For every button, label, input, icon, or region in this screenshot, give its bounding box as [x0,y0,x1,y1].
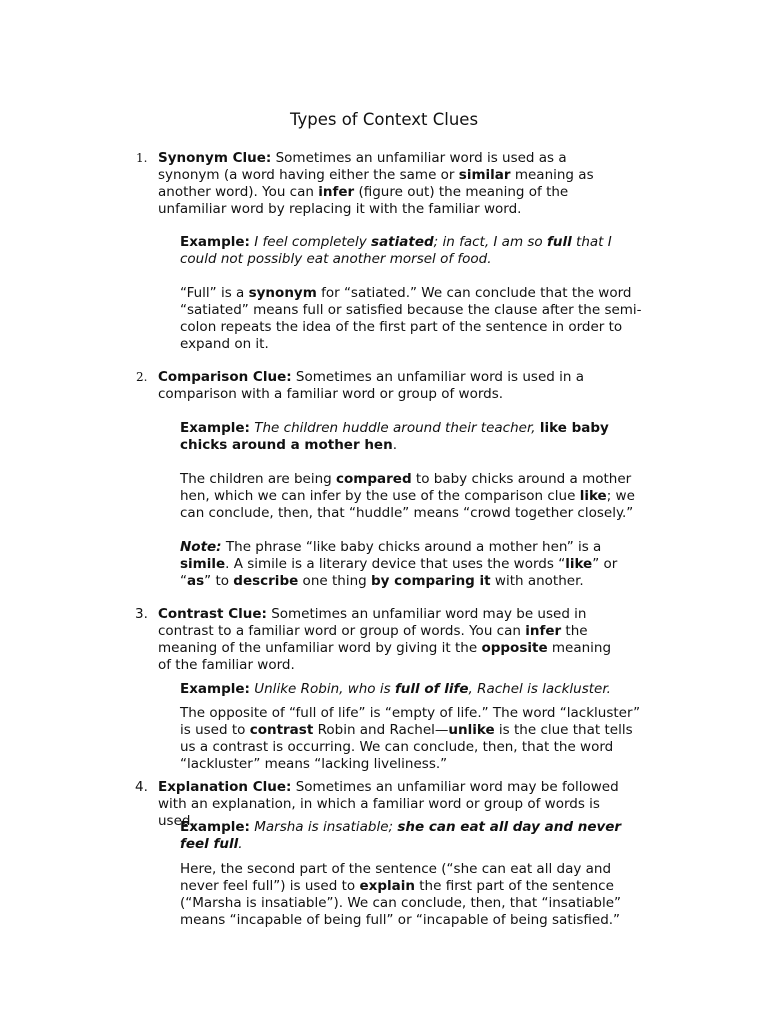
section-intro: Synonym Clue: Sometimes an unfamiliar word is used as a synonym (a word having either the same or similar meaning as another word). You can infer (figure out) the meaning of the unfamiliar word by replacing it with the familiar word. [158,150,594,217]
section-intro: Comparison Clue: Sometimes an unfamiliar word is used in a comparison with a familiar word or group of words. [158,369,584,402]
example-paragraph: Example: The children huddle around their teacher, like baby chicks around a mother hen. [180,420,609,453]
section-number: 3. [135,606,148,622]
example-label: Example: [180,420,250,436]
example-label: Example: [180,819,250,835]
explanation-paragraph: The children are being compared to baby chicks around a mother hen, which we can infer by the use of the comparison clue like; we can conclude, then, that “huddle” means “crowd together closely.” [180,471,635,521]
section-number: 1. [136,151,148,165]
section-intro: Contrast Clue: Sometimes an unfamiliar word may be used in contrast to a familiar word or group of words. You can infer the meaning of the unfamiliar word by giving it the opposite meaning of the familiar word. [158,606,612,673]
example-paragraph: Example: I feel completely satiated; in fact, I am so full that I could not possibly eat another morsel of food. [180,234,612,267]
explanation-paragraph: Here, the second part of the sentence (“she can eat all day and never feel full”) is used to explain the first part of the sentence (“Marsha is insatiable”). We can conclude, then, that “insatiable” means “incapable of being full” or “incapable of being satisfied.” [180,861,622,928]
section-number: 2. [136,370,148,384]
note-paragraph: Note: The phrase “like baby chicks around a mother hen” is a simile. A simile is a literary device that uses the words “like” or “as” to describe one thing by comparing it with another. [180,539,618,589]
example-label: Example: [180,234,250,250]
note-label: Note: [180,539,222,555]
section-heading: Explanation Clue: [158,779,292,795]
section-heading: Contrast Clue: [158,606,267,622]
page-title: Types of Context Clues [289,110,479,129]
section-number: 4. [135,779,148,795]
section-intro: Explanation Clue: Sometimes an unfamiliar word may be followed with an explanation, in which a familiar word or group of words is used. [158,779,619,829]
explanation-paragraph: The opposite of “full of life” is “empty of life.” The word “lackluster” is used to contrast Robin and Rachel—unlike is the clue that tells us a contrast is occurring. We can conclude, then, that the word “lackluster” means “lacking liveliness.” [180,705,641,772]
example-paragraph: Example: Unlike Robin, who is full of life, Rachel is lackluster. [180,681,611,697]
example-paragraph: Example: Marsha is insatiable; she can eat all day and never feel full. [180,819,622,852]
explanation-paragraph: “Full” is a synonym for “satiated.” We can conclude that the word “satiated” means full or satisfied because the clause after the semi-colon repeats the idea of the first part of the sentence in order to expand on it. [180,285,642,352]
section-heading: Comparison Clue: [158,369,292,385]
example-label: Example: [180,681,250,697]
section-heading: Synonym Clue: [158,150,272,166]
